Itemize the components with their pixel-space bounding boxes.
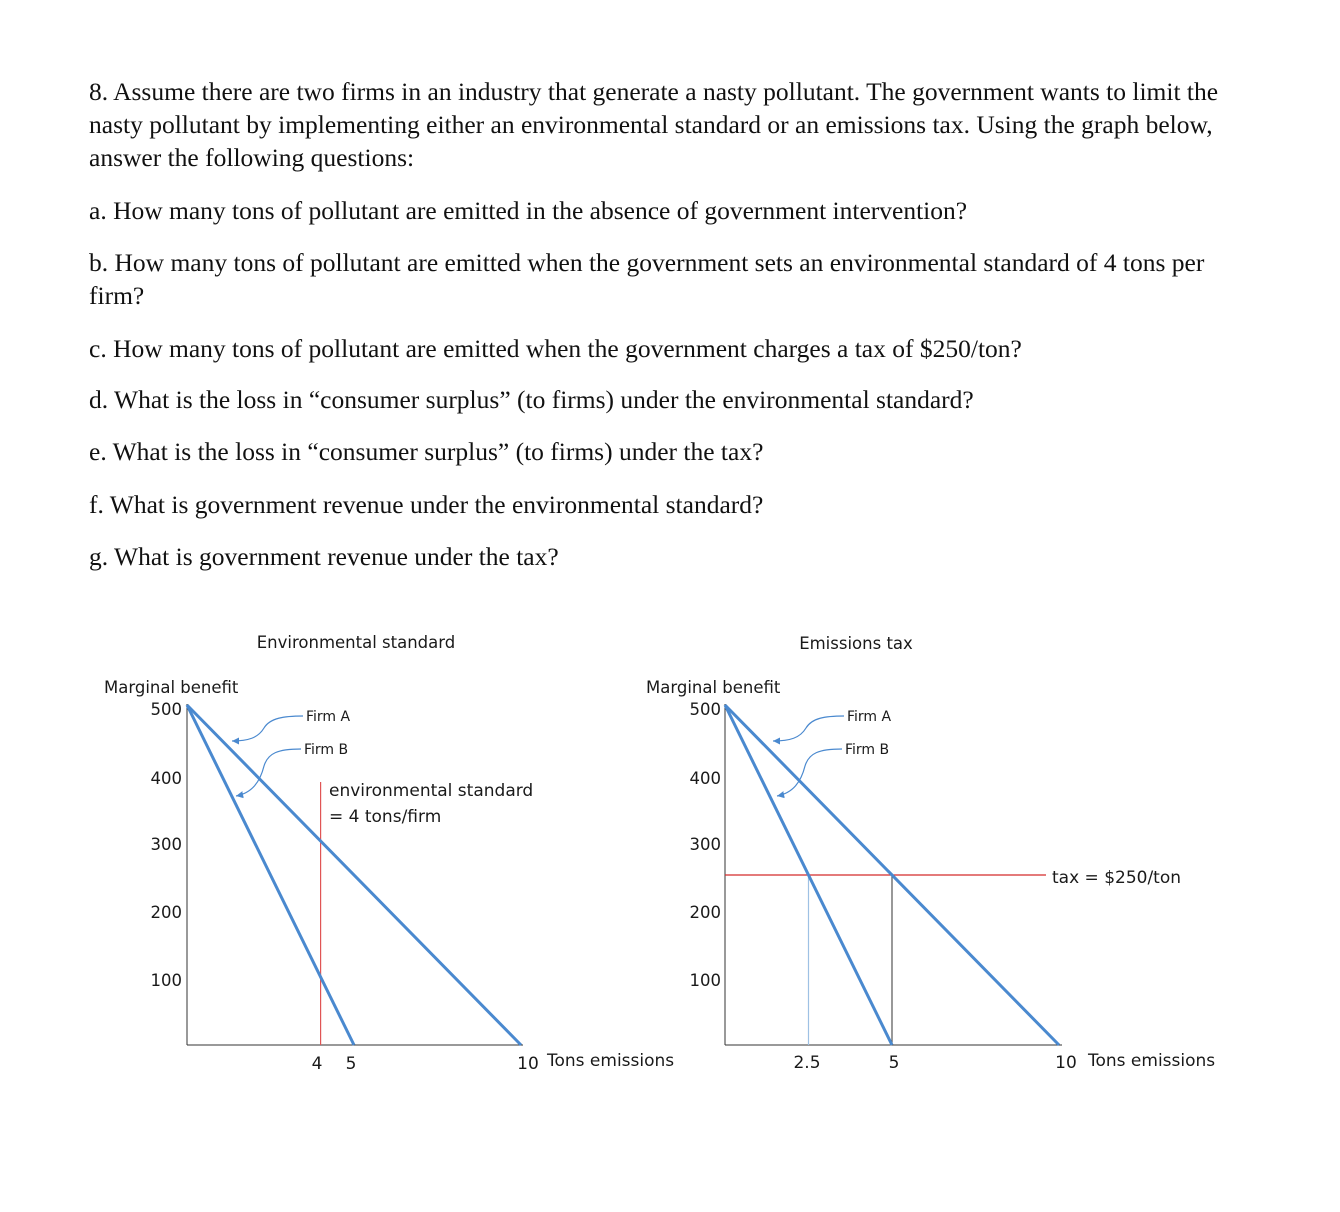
chart1-ylabel: Marginal benefit [104, 678, 239, 697]
chart-emissions-tax [646, 634, 1215, 1073]
question-part-g: g. What is government revenue under the tax? [89, 542, 559, 571]
chart1-firm-b-label: Firm B [304, 742, 349, 758]
chart1-xtick-5: 5 [345, 1054, 357, 1074]
chart1-firm-a-curve [187, 705, 521, 1045]
question-part-b: b. How many tons of pollutant are emitted when the government sets an environmental standard of 4 tons per firm? [89, 248, 1205, 310]
chart1-firm-a-pointer [232, 716, 303, 741]
chart1-xlabel: Tons emissions [547, 1051, 675, 1071]
question-part-e: e. What is the loss in “consumer surplus” (to firms) under the tax? [89, 437, 764, 466]
chart1-firm-a-label: Firm A [306, 709, 351, 725]
chart2-xtick-5: 5 [888, 1053, 900, 1073]
chart1-xtick-10: 10 [517, 1054, 539, 1074]
chart2-firm-b-label: Firm B [845, 742, 890, 758]
chart2-firm-a-pointer [773, 716, 844, 741]
chart1-ytick-500: 500 [150, 700, 182, 719]
chart1-ytick-200: 200 [150, 903, 182, 922]
question-part-a: a. How many tons of pollutant are emitted in the absence of government intervention? [89, 196, 968, 225]
chart2-ytick-500: 500 [689, 700, 721, 719]
chart2-firm-a-label: Firm A [847, 709, 892, 725]
chart-environmental-standard [104, 633, 674, 1074]
chart1-ytick-100: 100 [150, 971, 182, 990]
question-part-d: d. What is the loss in “consumer surplus” (to firms) under the environmental standard? [89, 385, 974, 414]
chart1-ytick-300: 300 [150, 835, 182, 854]
chart2-xlabel: Tons emissions [1088, 1051, 1216, 1071]
chart1-ytick-400: 400 [150, 769, 182, 788]
chart2-xtick-10: 10 [1055, 1053, 1077, 1073]
chart1-title: Environmental standard [256, 633, 456, 652]
figures-area [0, 600, 1340, 1100]
chart2-tax-label: tax = $250/ton [1052, 868, 1182, 888]
chart1-standard-value: = 4 tons/firm [329, 807, 442, 827]
question-part-c: c. How many tons of pollutant are emitted when the government charges a tax of $250/ton? [89, 334, 1022, 363]
chart2-ytick-100: 100 [689, 971, 721, 990]
chart1-standard-label: environmental standard [329, 781, 534, 801]
chart2-ytick-400: 400 [689, 769, 721, 788]
chart1-xtick-4: 4 [311, 1054, 323, 1074]
chart2-ylabel: Marginal benefit [646, 678, 781, 697]
chart2-ytick-200: 200 [689, 903, 721, 922]
question-intro: 8. Assume there are two firms in an industry that generate a nasty pollutant. The government wants to limit the nasty pollutant by implementing either an environmental standard or an emissions tax. Using the graph below, answer the following questions: [89, 77, 1219, 172]
chart2-ytick-300: 300 [689, 835, 721, 854]
question-part-f: f. What is government revenue under the environmental standard? [89, 490, 764, 519]
chart2-title: Emissions tax [799, 634, 913, 653]
chart2-xtick-2-5: 2.5 [793, 1053, 821, 1073]
